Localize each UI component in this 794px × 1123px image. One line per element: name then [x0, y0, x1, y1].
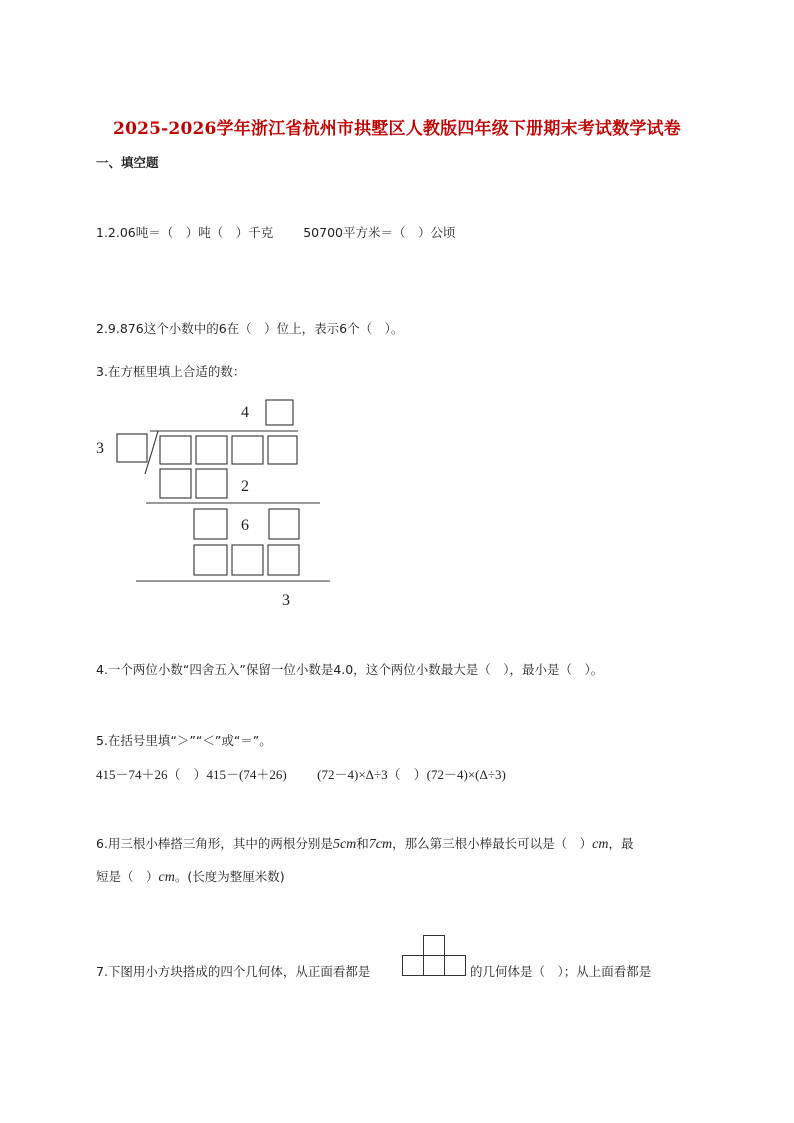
section-heading: 一、填空题	[96, 155, 159, 170]
front-view-figure	[401, 934, 467, 978]
long-division-figure	[96, 392, 336, 608]
step2-digit: 6	[241, 517, 249, 534]
q6-unit: cm	[158, 870, 175, 885]
cube-square	[445, 956, 466, 976]
divisor-digit: 3	[96, 440, 104, 457]
q1-part2: 50700平方米＝（ ）公顷	[303, 225, 456, 240]
q7-text-a: 7.下图用小方块搭成的四个几何体，从正面看都是	[96, 964, 371, 979]
q6-text: 和	[356, 836, 369, 851]
question-5-expressions	[96, 764, 506, 783]
q6-value: 5	[332, 837, 340, 852]
question-4: 4.一个两位小数“四舍五入”保留一位小数是4.0，这个两位小数最大是（ ），最小是（ ）。	[96, 662, 604, 677]
cube-square	[424, 956, 445, 976]
q6-text: 6.用三根小棒搭三角形，其中的两根分别是	[96, 836, 333, 851]
q6-unit: cm	[375, 837, 393, 852]
q5-expr2: (72－4)×Δ÷3（ ）(72－4)×(Δ÷3)	[317, 767, 506, 782]
page-title: 2025-2026学年浙江省杭州市拱墅区人教版四年级下册期末考试数学试卷	[113, 119, 681, 139]
cube-square	[424, 936, 445, 956]
question-7	[96, 962, 370, 980]
q6-text: ，最	[608, 836, 634, 851]
cube-square	[403, 956, 424, 976]
question-6-line2	[96, 867, 285, 886]
question-3: 3.在方框里填上合适的数：	[96, 364, 246, 379]
q6-text: 短是（ ）	[96, 869, 159, 884]
question-2: 2.9.876这个小数中的6在（ ）位上，表示6个（ ）。	[96, 321, 404, 336]
question-5: 5.在括号里填“＞”“＜”或“＝”。	[96, 733, 272, 748]
step1-digit: 2	[241, 478, 249, 495]
q1-part1: 1.2.06吨＝（ ）吨（ ）千克	[96, 225, 274, 240]
q6-value: 7	[368, 837, 376, 852]
q6-text: ，那么第三根小棒最长可以是（ ）	[392, 836, 593, 851]
question-7-cont: 的几何体是（ ）；从上面看都是	[470, 964, 652, 979]
q6-unit: cm	[592, 837, 609, 852]
question-1	[96, 223, 456, 241]
remainder-digit: 3	[282, 592, 290, 608]
q5-expr1: 415－74＋26（ ）415－(74＋26)	[96, 767, 287, 782]
q6-unit: cm	[339, 837, 357, 852]
question-6-line1	[96, 834, 633, 853]
quotient-digit: 4	[241, 404, 249, 421]
q6-text: 。(长度为整厘米数)	[174, 869, 285, 884]
